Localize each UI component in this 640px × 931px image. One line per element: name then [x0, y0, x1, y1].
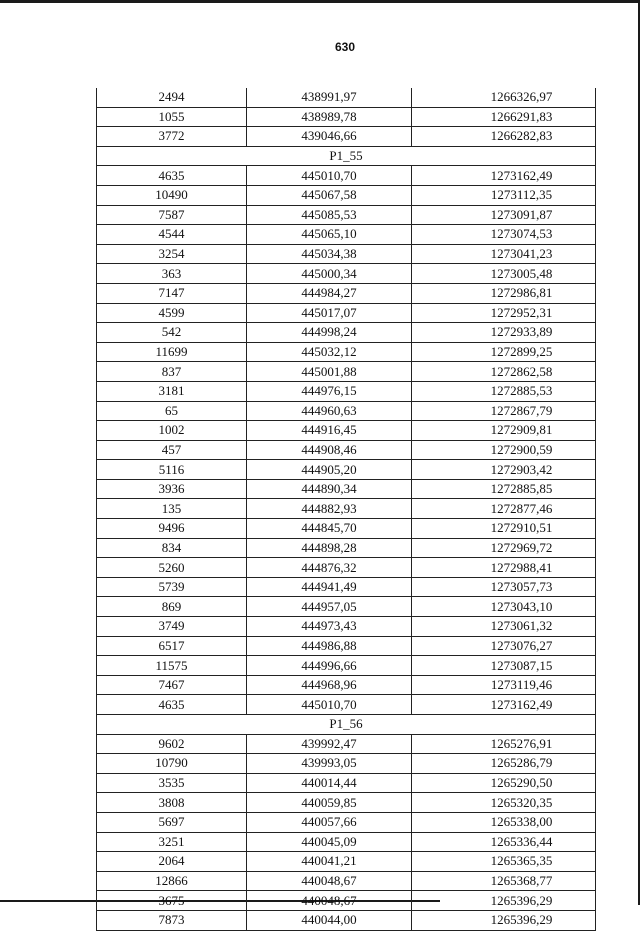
point-id-cell: 5739: [97, 577, 247, 597]
table-row: [97, 381, 596, 401]
y-coordinate-cell: 1265338,00: [412, 812, 596, 832]
x-coordinate-cell: 440041,21: [247, 852, 412, 872]
point-id-cell: 2064: [97, 852, 247, 872]
y-coordinate-cell: 1265286,79: [412, 754, 596, 774]
table-row: [97, 244, 596, 264]
x-coordinate-cell: 444973,43: [247, 617, 412, 637]
x-coordinate-cell: 440048,67: [247, 891, 412, 911]
point-id-cell: 869: [97, 597, 247, 617]
y-coordinate-cell: 1265365,35: [412, 852, 596, 872]
page-number: 630: [334, 40, 356, 54]
x-coordinate-cell: 440059,85: [247, 793, 412, 813]
table-row: [97, 617, 596, 637]
x-coordinate-cell: 445017,07: [247, 303, 412, 323]
y-coordinate-cell: 1272877,46: [412, 499, 596, 519]
table-row: [97, 88, 596, 107]
y-coordinate-cell: 1272910,51: [412, 519, 596, 539]
y-coordinate-cell: 1272900,59: [412, 440, 596, 460]
table-row: [97, 479, 596, 499]
point-id-cell: 3772: [97, 127, 247, 147]
x-coordinate-cell: 440048,67: [247, 871, 412, 891]
x-coordinate-cell: 444984,27: [247, 283, 412, 303]
table-row: [97, 421, 596, 441]
point-id-cell: 12866: [97, 871, 247, 891]
table-row: [97, 166, 596, 186]
y-coordinate-cell: 1273087,15: [412, 656, 596, 676]
x-coordinate-cell: 439992,47: [247, 734, 412, 754]
table-row: [97, 127, 596, 147]
table-row: [97, 401, 596, 421]
x-coordinate-cell: 444976,15: [247, 381, 412, 401]
table-row: [97, 577, 596, 597]
point-id-cell: 11699: [97, 342, 247, 362]
point-id-cell: 5260: [97, 558, 247, 578]
x-coordinate-cell: 445010,70: [247, 695, 412, 715]
y-coordinate-cell: 1273005,48: [412, 264, 596, 284]
x-coordinate-cell: 444898,28: [247, 538, 412, 558]
x-coordinate-cell: 445034,38: [247, 244, 412, 264]
point-id-cell: 1055: [97, 107, 247, 127]
x-coordinate-cell: 445032,12: [247, 342, 412, 362]
x-coordinate-cell: 445067,58: [247, 185, 412, 205]
x-coordinate-cell: 438989,78: [247, 107, 412, 127]
x-coordinate-cell: 439046,66: [247, 127, 412, 147]
section-label: P1_56: [97, 715, 596, 735]
point-id-cell: 7147: [97, 283, 247, 303]
x-coordinate-cell: 444890,34: [247, 479, 412, 499]
table-row: [97, 519, 596, 539]
table-row: [97, 656, 596, 676]
y-coordinate-cell: 1273091,87: [412, 205, 596, 225]
y-coordinate-cell: 1273162,49: [412, 166, 596, 186]
x-coordinate-cell: 444960,63: [247, 401, 412, 421]
x-coordinate-cell: 439993,05: [247, 754, 412, 774]
table-row: [97, 675, 596, 695]
y-coordinate-cell: 1272867,79: [412, 401, 596, 421]
section-header-row: [97, 715, 596, 735]
y-coordinate-cell: 1273119,46: [412, 675, 596, 695]
point-id-cell: 7467: [97, 675, 247, 695]
x-coordinate-cell: 440045,09: [247, 832, 412, 852]
point-id-cell: 9602: [97, 734, 247, 754]
point-id-cell: 4635: [97, 695, 247, 715]
table-row: [97, 812, 596, 832]
y-coordinate-cell: 1272885,85: [412, 479, 596, 499]
table-row: [97, 303, 596, 323]
table-row: [97, 460, 596, 480]
x-coordinate-cell: 444941,49: [247, 577, 412, 597]
y-coordinate-cell: 1272969,72: [412, 538, 596, 558]
table-row: [97, 323, 596, 343]
page-top-border: [0, 0, 638, 3]
table-row: [97, 283, 596, 303]
x-coordinate-cell: 445065,10: [247, 225, 412, 245]
y-coordinate-cell: 1273043,10: [412, 597, 596, 617]
table-row: [97, 597, 596, 617]
y-coordinate-cell: 1273112,35: [412, 185, 596, 205]
point-id-cell: 4599: [97, 303, 247, 323]
x-coordinate-cell: 444882,93: [247, 499, 412, 519]
point-id-cell: 3749: [97, 617, 247, 637]
y-coordinate-cell: 1265336,44: [412, 832, 596, 852]
point-id-cell: 2494: [97, 88, 247, 107]
table-row: [97, 852, 596, 872]
point-id-cell: 5116: [97, 460, 247, 480]
x-coordinate-cell: 445000,34: [247, 264, 412, 284]
table-row: [97, 342, 596, 362]
y-coordinate-cell: 1272986,81: [412, 283, 596, 303]
point-id-cell: 4544: [97, 225, 247, 245]
x-coordinate-cell: 444996,66: [247, 656, 412, 676]
point-id-cell: 6517: [97, 636, 247, 656]
point-id-cell: 5697: [97, 812, 247, 832]
point-id-cell: 11575: [97, 656, 247, 676]
y-coordinate-cell: 1265368,77: [412, 871, 596, 891]
point-id-cell: 3808: [97, 793, 247, 813]
y-coordinate-cell: 1265290,50: [412, 773, 596, 793]
y-coordinate-cell: 1273074,53: [412, 225, 596, 245]
table-row: [97, 264, 596, 284]
point-id-cell: 135: [97, 499, 247, 519]
point-id-cell: 9496: [97, 519, 247, 539]
y-coordinate-cell: 1273057,73: [412, 577, 596, 597]
point-id-cell: 10790: [97, 754, 247, 774]
point-id-cell: 10490: [97, 185, 247, 205]
table-row: [97, 773, 596, 793]
y-coordinate-cell: 1272952,31: [412, 303, 596, 323]
coordinates-table-body: [97, 88, 596, 930]
x-coordinate-cell: 444905,20: [247, 460, 412, 480]
table-row: [97, 558, 596, 578]
x-coordinate-cell: 444998,24: [247, 323, 412, 343]
y-coordinate-cell: 1272862,58: [412, 362, 596, 382]
x-coordinate-cell: 444968,96: [247, 675, 412, 695]
table-row: [97, 636, 596, 656]
point-id-cell: 3936: [97, 479, 247, 499]
point-id-cell: 3254: [97, 244, 247, 264]
point-id-cell: 542: [97, 323, 247, 343]
table-row: [97, 225, 596, 245]
y-coordinate-cell: 1272899,25: [412, 342, 596, 362]
x-coordinate-cell: 438991,97: [247, 88, 412, 107]
point-id-cell: 837: [97, 362, 247, 382]
point-id-cell: 457: [97, 440, 247, 460]
y-coordinate-cell: 1266326,97: [412, 88, 596, 107]
x-coordinate-cell: 440014,44: [247, 773, 412, 793]
y-coordinate-cell: 1272909,81: [412, 421, 596, 441]
y-coordinate-cell: 1265396,29: [412, 891, 596, 911]
x-coordinate-cell: 445085,53: [247, 205, 412, 225]
x-coordinate-cell: 444876,32: [247, 558, 412, 578]
y-coordinate-cell: 1273076,27: [412, 636, 596, 656]
point-id-cell: 1002: [97, 421, 247, 441]
table-row: [97, 695, 596, 715]
x-coordinate-cell: 440057,66: [247, 812, 412, 832]
table-row: [97, 499, 596, 519]
table-row: [97, 185, 596, 205]
point-id-cell: 7873: [97, 910, 247, 930]
table-row: [97, 891, 596, 911]
x-coordinate-cell: 444908,46: [247, 440, 412, 460]
table-row: [97, 107, 596, 127]
table-row: [97, 793, 596, 813]
y-coordinate-cell: 1265276,91: [412, 734, 596, 754]
y-coordinate-cell: 1272988,41: [412, 558, 596, 578]
point-id-cell: 7587: [97, 205, 247, 225]
point-id-cell: 3675: [97, 891, 247, 911]
x-coordinate-cell: 445001,88: [247, 362, 412, 382]
y-coordinate-cell: 1265320,35: [412, 793, 596, 813]
x-coordinate-cell: 440044,00: [247, 910, 412, 930]
y-coordinate-cell: 1272933,89: [412, 323, 596, 343]
table-row: [97, 832, 596, 852]
point-id-cell: 4635: [97, 166, 247, 186]
y-coordinate-cell: 1272903,42: [412, 460, 596, 480]
x-coordinate-cell: 444986,88: [247, 636, 412, 656]
y-coordinate-cell: 1273061,32: [412, 617, 596, 637]
table-row: [97, 362, 596, 382]
point-id-cell: 363: [97, 264, 247, 284]
section-label: P1_55: [97, 146, 596, 166]
y-coordinate-cell: 1272885,53: [412, 381, 596, 401]
table-row: [97, 754, 596, 774]
point-id-cell: 65: [97, 401, 247, 421]
point-id-cell: 3181: [97, 381, 247, 401]
x-coordinate-cell: 444845,70: [247, 519, 412, 539]
y-coordinate-cell: 1265396,29: [412, 910, 596, 930]
section-header-row: [97, 146, 596, 166]
point-id-cell: 3251: [97, 832, 247, 852]
x-coordinate-cell: 444916,45: [247, 421, 412, 441]
y-coordinate-cell: 1266282,83: [412, 127, 596, 147]
y-coordinate-cell: 1273041,23: [412, 244, 596, 264]
table-row: [97, 910, 596, 930]
table-row: [97, 734, 596, 754]
table-row: [97, 871, 596, 891]
y-coordinate-cell: 1273162,49: [412, 695, 596, 715]
y-coordinate-cell: 1266291,83: [412, 107, 596, 127]
coordinates-table: [96, 88, 596, 931]
point-id-cell: 834: [97, 538, 247, 558]
table-row: [97, 538, 596, 558]
table-row: [97, 440, 596, 460]
table-row: [97, 205, 596, 225]
point-id-cell: 3535: [97, 773, 247, 793]
x-coordinate-cell: 445010,70: [247, 166, 412, 186]
x-coordinate-cell: 444957,05: [247, 597, 412, 617]
